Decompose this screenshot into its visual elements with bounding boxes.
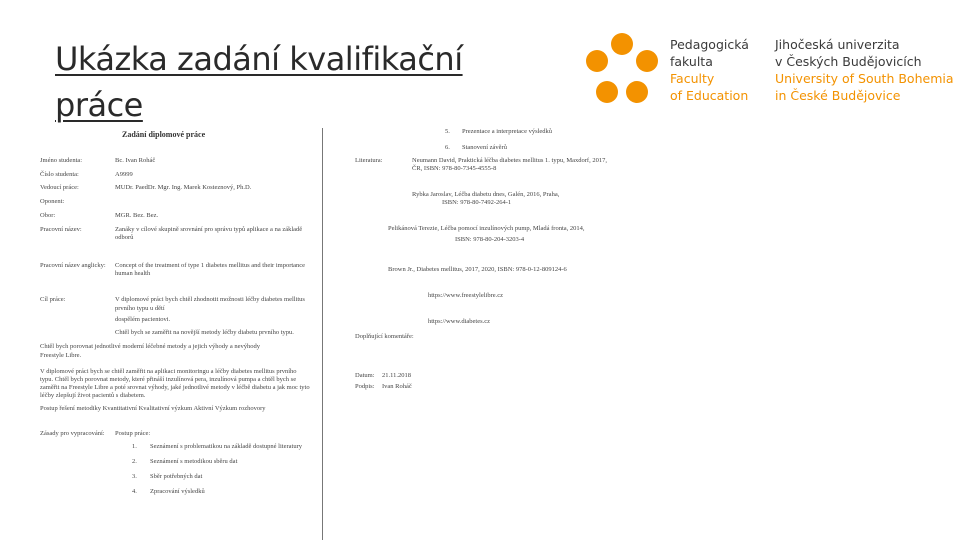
step-text: Prezentace a interpretace výsledků bbox=[462, 128, 553, 135]
document-field-value: Concept of the treatment of type 1 diabetes mellitus and their importance bbox=[115, 262, 306, 269]
literature-entry: ČR, ISBN: 978-80-7345-4555-8 bbox=[412, 165, 497, 172]
step-text: Seznámení s problematikou na základě dostupné literatury bbox=[150, 443, 302, 450]
faculty-cz-line-1: Pedagogická bbox=[670, 37, 749, 52]
step-text: Sběr potřebných dat bbox=[150, 473, 203, 480]
document-field-value: Chtěl bych porovnat jednotlivé moderní léčebné metody a jejich výhody a nevýhody bbox=[40, 343, 261, 350]
document-field-value: Postup řešení metodiky Kvantitativní Kvalitativní výzkum Aktivní Výzkum rozhovory bbox=[40, 405, 266, 412]
document-field-label: Pracovní název: bbox=[40, 226, 82, 233]
literature-entry: https://www.diabetes.cz bbox=[428, 318, 491, 325]
signature-label: Podpis: bbox=[355, 383, 375, 390]
document-field-label: Pracovní název anglicky: bbox=[40, 262, 106, 269]
document-field-value: Freestyle Libre. bbox=[40, 352, 82, 359]
step-text: Seznámení s metodikou sběru dat bbox=[150, 458, 238, 465]
date-label: Datum: bbox=[355, 372, 375, 379]
document-field-value: typu. Chtěl bych porovnat metody, které přináší inzulínová pera, inzulínová pumpa a chtěl bych se bbox=[40, 376, 297, 383]
document-field-value: prvního typu u dětí bbox=[115, 305, 165, 312]
document-heading: Zadání diplomové práce bbox=[122, 130, 206, 139]
document-field-value: dospělém pacientovi. bbox=[115, 316, 171, 323]
document-field-label: Oponent: bbox=[40, 198, 65, 205]
faculty-en-line-1: Faculty bbox=[670, 71, 715, 86]
step-number: 3. bbox=[132, 473, 137, 480]
comments-label: Doplňující komentáře: bbox=[355, 333, 414, 340]
faculty-name bbox=[670, 36, 749, 104]
document-field-value: MGR. Bez. Bez. bbox=[115, 212, 159, 219]
step-number: 5. bbox=[445, 128, 450, 135]
step-text: Zpracování výsledků bbox=[150, 488, 205, 495]
document-field-label: Cíl práce: bbox=[40, 296, 66, 303]
literature-entry: Brown Jr., Diabetes mellitus, 2017, 2020, ISBN: 978-0-12-809124-6 bbox=[388, 266, 567, 273]
document-field-value: léčby zlepšují život pacientů s diabetem. bbox=[40, 392, 146, 399]
document-field-value: zaměřit na Freestyle Libre a poté srovnat výhody, jaké jednotlivé metody v léčbě diabetu a jak moc tyto bbox=[40, 384, 310, 391]
literature-entry: Neumann David, Praktická léčba diabetes mellitus 1. typu, Maxdorf, 2017, bbox=[412, 157, 607, 164]
document-field-value: MUDr. PaedDr. Mgr. Ing. Marek Kosteznový, Ph.D. bbox=[115, 184, 252, 191]
faculty-cz-line-2: fakulta bbox=[670, 54, 713, 69]
step-text: Stanovení závěrů bbox=[462, 144, 507, 151]
university-name bbox=[775, 36, 954, 104]
document-field-value: V diplomové práci bych se chtěl zaměřit na aplikaci monitoringu a léčby diabetes mellitus prvního bbox=[40, 368, 297, 375]
document-field-label: Číslo studenta: bbox=[40, 171, 79, 178]
document-field-label: Obor: bbox=[40, 212, 56, 219]
step-number: 4. bbox=[132, 488, 137, 495]
document-field-label: Jméno studenta: bbox=[40, 157, 83, 164]
document-field-label: Zásady pro vypracování: bbox=[40, 430, 105, 437]
step-number: 6. bbox=[445, 144, 450, 151]
document-field-value: Bc. Ivan Roháč bbox=[115, 157, 156, 164]
document-field-value: Chtěl bych se zaměřit na novější metody léčby diabetu prvního typu. bbox=[115, 329, 294, 336]
university-cz-line-2: v Českých Budějovicích bbox=[775, 54, 922, 69]
date-value: 21.11.2018 bbox=[382, 372, 412, 379]
signature-value: Ivan Roháč bbox=[382, 383, 412, 390]
document-field-value: human health bbox=[115, 270, 151, 277]
page-divider bbox=[322, 128, 323, 540]
step-number: 1. bbox=[132, 443, 137, 450]
document-field-value: A9999 bbox=[115, 171, 133, 178]
literature-entry: ISBN: 978-80-7492-264-1 bbox=[442, 199, 512, 206]
literature-entry: Rybka Jaroslav, Léčba diabetu dnes, Galén, 2016, Praha, bbox=[412, 191, 560, 198]
literature-label: Literatura: bbox=[355, 157, 383, 164]
step-number: 2. bbox=[132, 458, 137, 465]
university-cz-line-1: Jihočeská univerzita bbox=[775, 37, 900, 52]
document-field-value: Postup práce: bbox=[115, 430, 151, 437]
faculty-en-line-2: of Education bbox=[670, 88, 749, 103]
university-en-line-1: University of South Bohemia bbox=[775, 71, 954, 86]
university-en-line-2: in České Budějovice bbox=[775, 88, 901, 103]
document-field-label: Vedoucí práce: bbox=[40, 184, 79, 191]
literature-entry: Pelikánová Terezie, Léčba pomocí inzulínových pump, Mladá fronta, 2014, bbox=[388, 225, 585, 232]
university-flower-logo bbox=[582, 30, 662, 110]
document-field-value: odborů bbox=[115, 234, 134, 241]
literature-entry: ISBN: 978-80-204-3203-4 bbox=[455, 236, 525, 243]
slide-title: Ukázka zadání kvalifikační práce bbox=[55, 40, 463, 124]
document-field-value: Zanáky v cílové skupině srovnání pro správu typů aplikace a na základě bbox=[115, 226, 303, 233]
literature-entry: https://www.freestylelibre.cz bbox=[428, 292, 504, 299]
document-field-value: V diplomové práci bych chtěl zhodnotit možnosti léčby diabetes mellitus bbox=[115, 296, 305, 303]
